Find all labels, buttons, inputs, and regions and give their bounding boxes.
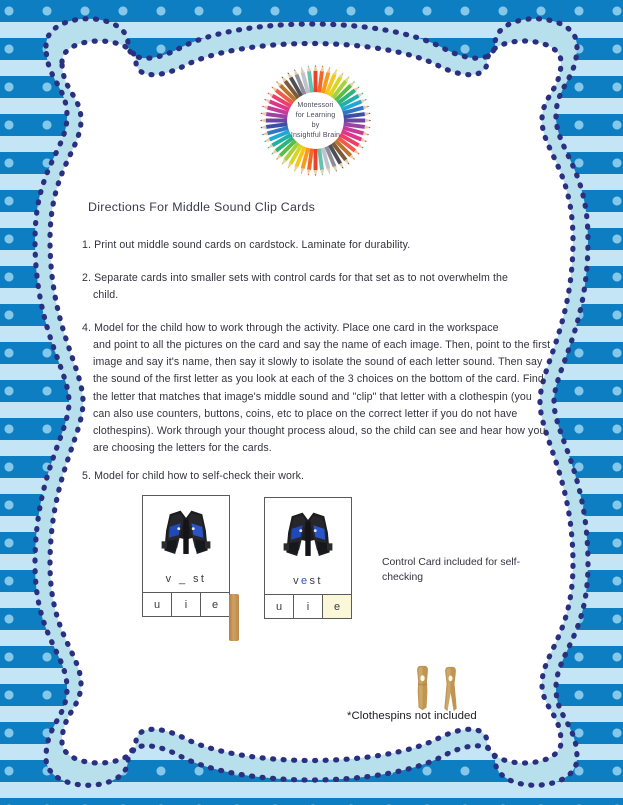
step-1	[82, 237, 552, 254]
choice-letter: u	[275, 600, 283, 613]
control-card-word	[265, 575, 351, 595]
control-card[interactable]	[264, 497, 352, 619]
work-card-choices	[142, 592, 230, 617]
logo-line-2: for Learning	[295, 110, 336, 119]
clothespins-note: *Clothespins not included	[347, 710, 477, 722]
control-card-choice-i[interactable]	[294, 595, 323, 618]
life-vest-icon	[157, 507, 215, 563]
page-title: Directions For Middle Sound Clip Cards	[88, 200, 316, 214]
step-2	[82, 270, 547, 304]
clothespin-icon	[442, 666, 460, 712]
control-word-part-1: v	[293, 575, 301, 587]
choice-letter: u	[153, 598, 161, 611]
step-5-text: 5. Model for child how to self-check their work.	[82, 470, 305, 482]
step-2-continuation: child.	[93, 289, 119, 302]
pencil-ring-icon	[257, 62, 374, 179]
step-4	[82, 320, 552, 457]
document-body	[62, 40, 561, 765]
choice-letter: i	[184, 598, 188, 611]
control-word-part-3: st	[309, 575, 323, 587]
control-card-note: Control Card included for self-checking	[382, 557, 521, 584]
control-card-choices	[264, 594, 352, 619]
work-card-choice-i[interactable]	[172, 593, 201, 616]
clothespin-icon	[414, 665, 432, 711]
clothespin-clipped-on-e[interactable]	[229, 594, 239, 641]
logo-line-3: by	[311, 121, 320, 129]
choice-letter: e	[211, 598, 219, 611]
step-5	[82, 468, 512, 485]
choice-letter: i	[306, 600, 310, 613]
control-word-part-2: e	[301, 575, 310, 587]
choice-letter: e	[333, 600, 341, 613]
control-card-picture	[265, 498, 351, 575]
control-card-choice-e[interactable]	[323, 595, 351, 618]
logo-line-1: Montessori	[297, 100, 334, 109]
work-card-word	[143, 573, 229, 593]
life-vest-icon	[279, 509, 337, 565]
example-cards-area	[142, 495, 562, 720]
work-card-picture	[143, 496, 229, 573]
pencil-ring-logo	[257, 62, 374, 179]
work-card-choice-e[interactable]	[201, 593, 229, 616]
step-1-text: 1. Print out middle sound cards on cardstock. Laminate for durability.	[82, 239, 411, 251]
work-card-word-text: v _ st	[165, 573, 207, 585]
work-card-choice-u[interactable]	[143, 593, 172, 616]
step-4-text: 4. Model for the child how to work through the activity. Place one card in the workspace	[82, 322, 499, 334]
clothespin-pair	[414, 665, 474, 711]
logo-line-4: Insightful Brain	[290, 131, 341, 140]
step-4-continuation: and point to all the pictures on the card and say the name of each image. Then, point to the first image and say it's name, then say it slowly to isolate the sound of each letter sound. Then say the sound of the first letter as you look at each of the 3 choices on the bottom of the card. Find the letter that matches that image's middle sound and "clip" that letter with a clothespin (you can also use counters, buttons, coins, etc to place on the correct letter if you do not have clothespins). Work through your thought process aloud, so the child can see and hear how you are choosing the letters for the cards.	[93, 339, 551, 455]
work-card[interactable]	[142, 495, 230, 617]
control-card-choice-u[interactable]	[265, 595, 294, 618]
step-2-text: 2. Separate cards into smaller sets with control cards for that set as to not overwhelm the	[82, 272, 508, 284]
